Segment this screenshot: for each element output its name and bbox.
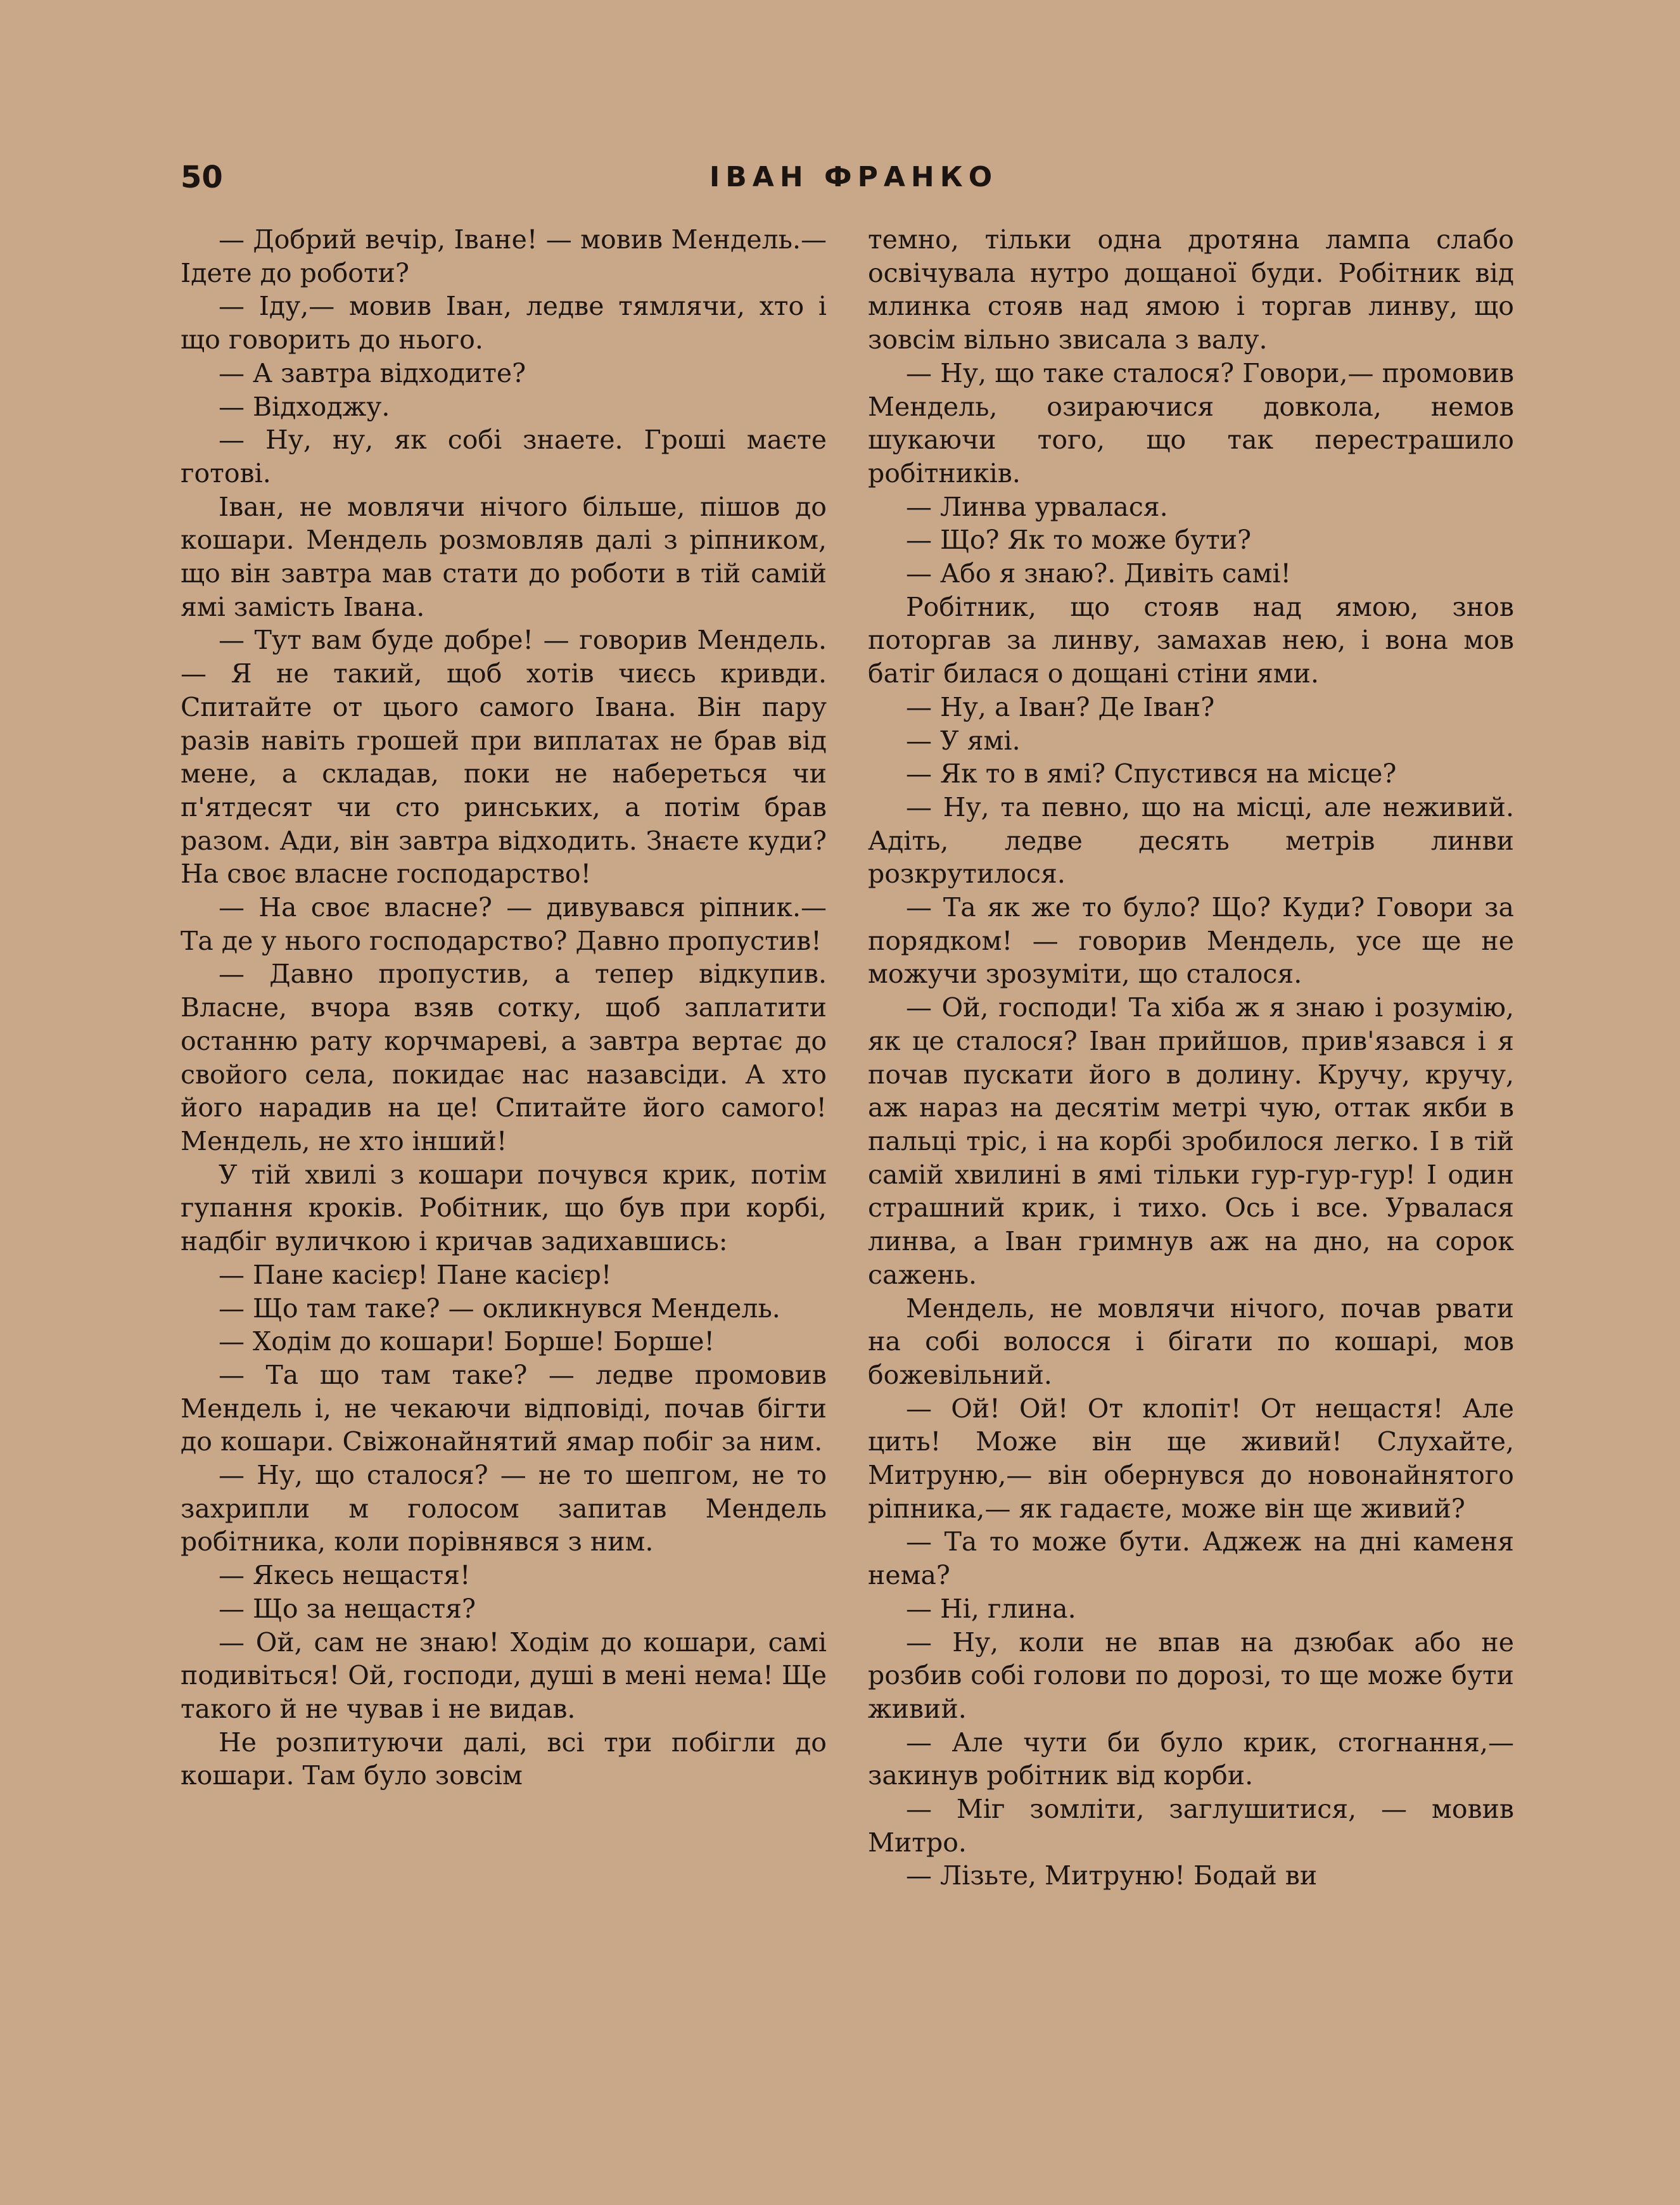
- paragraph: — Ой! Ой! От клопіт! От нещастя! Але цить! Може він ще живий! Слухайте, Митруню,— він обернувся до новонайнятого ріпника,— як гадаєте, може він ще живий?: [868, 1393, 1514, 1524]
- paragraph: — Добрий вечір, Іване! — мовив Мендель.— Ідете до роботи?: [181, 224, 827, 288]
- paragraph: — Але чути би було крик, стогнання,— закинув робітник від корби.: [868, 1727, 1514, 1791]
- right-column: [868, 223, 1514, 1893]
- paragraph: — На своє власне? — дивувався ріпник.— Та де у нього господарство? Давно пропустив!: [181, 892, 827, 956]
- paragraph: — Лізьте, Митруню! Бодай ви: [906, 1860, 1318, 1891]
- paragraph: — Ну, що сталося? — не то шепгом, не то захрипли м голосом запитав Мендель робітника, коли порівнявся з ним.: [181, 1460, 827, 1557]
- paragraph: — Ну, та певно, що на місці, але неживий. Адіть, ледве десять метрів линви розкрутилося.: [868, 791, 1514, 890]
- paragraph: — Та то може бути. Аджеж на дні каменя нема?: [868, 1526, 1514, 1591]
- page-number: 50: [181, 160, 223, 195]
- paragraph: — Ходім до кошари! Борше! Борше!: [219, 1326, 715, 1357]
- paragraph: — Іду,— мовив Іван, ледве тямлячи, хто і що говорить до нього.: [181, 291, 827, 355]
- paragraph: — Та як же то було? Що? Куди? Говори за порядком! — говорив Мендель, усе ще не можучи зрозуміти, що сталося.: [868, 892, 1514, 990]
- left-column: [181, 223, 827, 1793]
- paragraph: — У ямі.: [906, 725, 1021, 756]
- paragraph: — А завтра відходите?: [219, 357, 526, 388]
- paragraph: Не розпитуючи далі, всі три побігли до кошари. Там було зовсім: [181, 1727, 827, 1791]
- paragraph: — Відходжу.: [219, 391, 390, 422]
- paragraph: — Або я знаю?. Дивіть самі!: [906, 558, 1292, 589]
- paragraph: — Якесь нещастя!: [219, 1560, 471, 1591]
- paragraph: темно, тільки одна дротяна лампа слабо освічувала нутро дощаної буди. Робітник від млинка стояв над ямою і торгав линву, що зовсім вільно звисала з валу.: [868, 224, 1514, 355]
- paragraph: — Линва урвалася.: [906, 491, 1168, 522]
- paragraph: — Ну, а Іван? Де Іван?: [906, 691, 1215, 722]
- paragraph: — Ні, глина.: [906, 1593, 1076, 1624]
- paragraph: — Ну, коли не впав на дзюбак або не розбив собі голови по дорозі, то ще може бути живий.: [868, 1627, 1514, 1724]
- paragraph: — Як то в ямі? Спустився на місце?: [906, 758, 1397, 789]
- paragraph: — Та що там таке? — ледве промовив Мендель і, не чекаючи відповіді, почав бігти до кошари. Свіжонайнятий ямар побіг за ним.: [181, 1359, 827, 1457]
- paragraph: — Міг зомліти, заглушитися, — мовив Митро.: [868, 1794, 1514, 1858]
- page-header: [181, 158, 1527, 196]
- paragraph: У тій хвилі з кошари почувся крик, потім гупання кроків. Робітник, що був при корбі, надбіг вуличкою і кричав задихавшись:: [181, 1159, 827, 1257]
- paragraph: — Що? Як то може бути?: [906, 525, 1252, 556]
- paragraph: — Пане касієр! Пане касієр!: [219, 1259, 612, 1290]
- paragraph: Іван, не мовлячи нічого більше, пішов до кошари. Мендель розмовляв далі з ріпником, що він завтра мав стати до роботи в тій самій ямі замість Івана.: [181, 491, 827, 622]
- paragraph: — Що за нещастя?: [219, 1593, 476, 1624]
- paragraph: — Ну, що таке сталося? Говори,— промовив Мендель, озираючися довкола, немов шукаючи того, що так перестрашило робітників.: [868, 357, 1514, 489]
- paragraph: Робітник, що стояв над ямою, знов поторгав за линву, замахав нею, і вона мов батіг билася о дощані стіни ями.: [868, 591, 1514, 689]
- paragraph: — Ой, господи! Та хіба ж я знаю і розумію, як це сталося? Іван прийшов, прив'язався і я почав пускати його в долину. Кручу, кручу, аж нараз на десятім метрі чую, оттак якби в пальці тріс, і на корбі зробилося легко. І в тій самій хвилині в ямі тільки гур-гур-гур! І один страшний крик, і тихо. Ось і все. Урвалася линва, а Іван гримнув аж на дно, на сорок сажень.: [868, 992, 1514, 1290]
- running-title: ІВАН ФРАНКО: [709, 161, 998, 193]
- paragraph: — Ой, сам не знаю! Ходім до кошари, самі подивіться! Ой, господи, душі в мені нема! Ще такого й не чував і не видав.: [181, 1627, 827, 1724]
- paragraph: — Тут вам буде добре! — говорив Мендель.— Я не такий, щоб хотів чиєсь кривди. Спитайте от цього самого Івана. Він пару разів навіть грошей при виплатах не брав від мене, а складав, поки не набереться чи п'ятдесят чи сто ринських, а потім брав разом. Ади, він завтра відходить. Знаєте куди? На своє власне господарство!: [181, 625, 827, 890]
- paragraph: — Ну, ну, як собі знаете. Гроші маєте готові.: [181, 425, 827, 489]
- paragraph: — Що там таке? — окликнувся Мендель.: [219, 1293, 780, 1324]
- paragraph: — Давно пропустив, а тепер відкупив. Власне, вчора взяв сотку, щоб заплатити останню рату корчмареві, а завтра вертає до свойого села, покидає нас назавсіди. А хто його нарадив на це! Спитайте його самого! Мендель, не хто інший!: [181, 959, 827, 1156]
- paragraph: Мендель, не мовлячи нічого, почав рвати на собі волосся і бігати по кошарі, мов божевільний.: [868, 1293, 1514, 1390]
